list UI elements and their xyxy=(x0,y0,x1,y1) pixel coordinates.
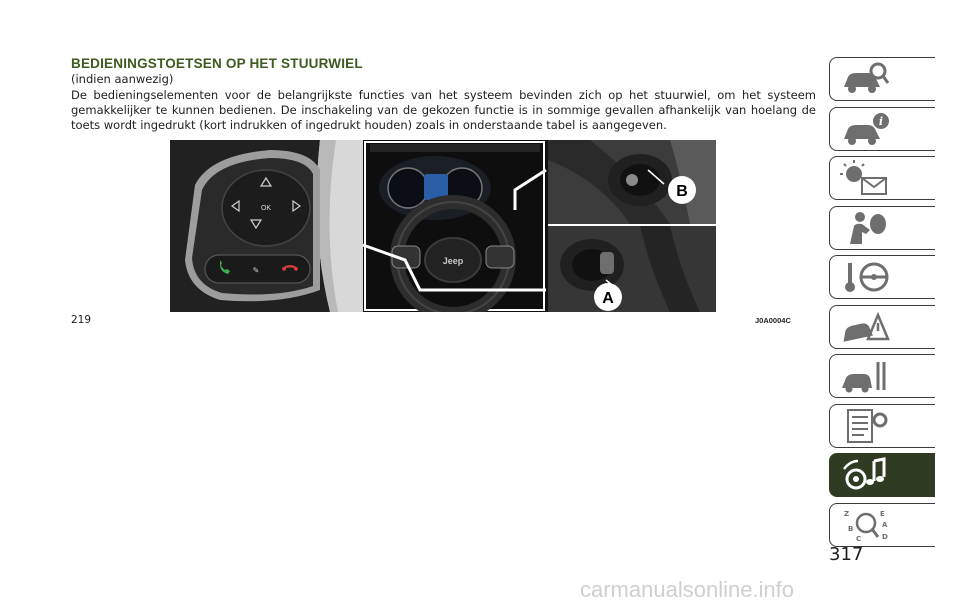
airbag-person-icon xyxy=(840,210,890,246)
svg-text:i: i xyxy=(878,114,884,128)
callout-a: A xyxy=(602,290,614,307)
tab-emergency[interactable] xyxy=(829,305,935,349)
checklist-gear-icon xyxy=(840,408,890,444)
car-tools-icon xyxy=(840,358,890,394)
footer-watermark: carmanualsonline.info xyxy=(580,577,795,602)
ok-button-label: OK xyxy=(260,205,272,212)
car-info-icon xyxy=(840,111,890,147)
tab-car-search[interactable] xyxy=(829,57,935,101)
chapter-tabs xyxy=(829,57,935,552)
alphabet-index-icon xyxy=(840,507,890,543)
svg-text:B: B xyxy=(848,524,854,533)
detail-panel-b xyxy=(548,140,716,224)
warning-lights-message-icon xyxy=(840,160,890,196)
jeep-logo: Jeep xyxy=(442,256,464,266)
svg-text:Z: Z xyxy=(844,509,850,518)
svg-text:E: E xyxy=(880,509,885,518)
callout-b: B xyxy=(676,183,688,200)
tab-technical-data[interactable] xyxy=(829,404,935,448)
voice-command-icon: ✎ xyxy=(252,266,260,275)
tab-index[interactable] xyxy=(829,503,935,547)
svg-text:D: D xyxy=(882,532,888,541)
tab-servicing[interactable] xyxy=(829,354,935,398)
dashboard-panel xyxy=(363,140,546,312)
section-subtitle: (indien aanwezig) xyxy=(71,72,174,86)
car-search-icon xyxy=(840,61,890,97)
tab-multimedia[interactable] xyxy=(829,453,935,497)
car-crash-warning-icon xyxy=(840,309,890,345)
tab-safety[interactable] xyxy=(829,206,935,250)
page-number: 317 xyxy=(829,544,864,565)
figure-number: 219 xyxy=(71,314,92,326)
figure-code: J0A0004C xyxy=(755,316,791,325)
tab-starting-driving[interactable] xyxy=(829,255,935,299)
section-title: BEDIENINGSTOETSEN OP HET STUURWIEL xyxy=(71,56,363,71)
section-body: De bedieningselementen voor de belangrijkste functies van het systeem bevinden zich op het stuurwiel, om het systeem gemakkelijker te kunnen bedienen. De inschakeling van de gekozen functie is in sommige gevallen afhankelijk van hoelang de toets wordt ingedrukt (kort indrukken of ingedrukt houden) zoals in onderstaande tabel is aangegeven. xyxy=(71,88,816,132)
detail-panel-a xyxy=(548,224,716,312)
controls-closeup-panel xyxy=(170,140,363,312)
svg-text:A: A xyxy=(882,520,888,529)
svg-text:C: C xyxy=(856,534,862,543)
key-steering-wheel-icon xyxy=(840,259,890,295)
tab-warning-lights[interactable] xyxy=(829,156,935,200)
tab-car-info[interactable] xyxy=(829,107,935,151)
multimedia-music-icon xyxy=(840,457,890,493)
steering-wheel-figure xyxy=(170,140,716,312)
